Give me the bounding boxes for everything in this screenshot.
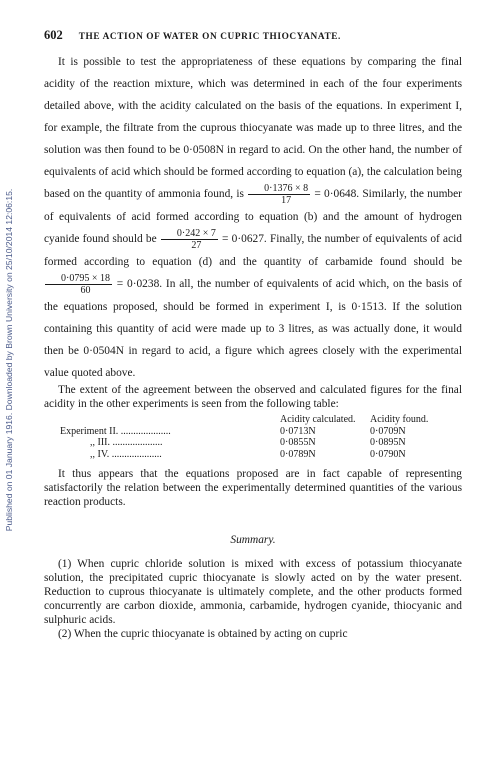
page-header [44, 28, 462, 43]
publication-info-text: Published on 01 January 1916. Downloaded by Brown University on 25/10/2014 12:06:15. [4, 188, 14, 532]
table-header [60, 414, 460, 426]
acidity-calculated: 0·0855N [280, 437, 316, 449]
row-label: Experiment II. .................... [60, 425, 171, 437]
fraction-numerator: 0·1376 × 8 [248, 183, 310, 195]
page-number: 602 [44, 28, 63, 42]
summary-item-2: (2) When the cupric thiocyanate is obtained by acting on cupric [58, 627, 348, 640]
fraction-denominator: 27 [191, 240, 202, 251]
summary-item-1: (1) When cupric chloride solution is mixed with excess of potassium thiocyanate solution, the precipitated cupric thiocyanate is slowly acted on by the water present. Reduction to cuprous thiocyanate is ultimately complete, and the other products formed concurrently are carbon dioxide, ammonia, carbamide, hydrogen cyanide, thiocyanic and sulphuric acids. [44, 558, 462, 626]
row-label: ,, III. .................... [90, 437, 163, 449]
fraction-numerator: 0·242 × 7 [161, 228, 218, 240]
paragraph-table-intro: The extent of the agreement between the observed and calculated figures for the final acidity in the other experiments is seen from the following table: [44, 384, 462, 410]
para1-text-a: It is possible to test the appropriateness of these equations by comparing the final acidity of the reaction mixture, which was determined in each of the four experiments detailed above, with the acidity calculated on the basis of the equations. In experiment I, for example, the filtrate from the cuprous thiocyanate was made up to three litres, and the solution was then found to be 0·0508N in regard to acid. On the other hand, the number of equivalents of acid which should be formed according to equation (a), the calculation being based on the quantity of ammonia found, is [44, 56, 462, 201]
row-label: ,, IV. .................... [90, 448, 162, 460]
table-row [60, 449, 460, 461]
acidity-found: 0·0790N [370, 448, 406, 460]
acidity-found: 0·0895N [370, 437, 406, 449]
para1-text-b: = 0·0648. Similarly, the number of equivalents of acid formed according to equation (b) and the amount of hydrogen cyanide found should be [44, 188, 462, 246]
acidity-table [60, 414, 460, 461]
para1-text-d: = 0·0238. In all, the number of equivalents of acid which, on the basis of the equations proposed, should be formed in experiment I, is 0·1513. If the solution containing this quantity of acid were made up to 3 litres, as was actually done, it would then be 0·0504N in regard to acid, a figure which agrees closely with the experimental value quoted above. [44, 278, 462, 379]
fraction-ammonia [248, 183, 310, 206]
acidity-found: 0·0709N [370, 425, 406, 437]
page [44, 28, 462, 641]
acidity-calculated: 0·0713N [280, 425, 316, 437]
fraction-denominator: 17 [281, 195, 292, 206]
table-row [60, 426, 460, 438]
column-header-found: Acidity found. [370, 413, 429, 425]
acidity-calculated: 0·0789N [280, 448, 316, 460]
fraction-numerator: 0·0795 × 18 [45, 273, 112, 285]
para1-text-c: = 0·0627. Finally, the number of equivalents of acid formed according to equation (d) and the quantity of carbamide found should be [44, 233, 462, 268]
summary-heading: Summary. [230, 534, 276, 547]
paragraph-conclusion: It thus appears that the equations proposed are in fact capable of representing satisfactorily the relation between the experimentally determined quantities of the various reaction products. [44, 468, 462, 509]
column-header-calculated: Acidity calculated. [280, 413, 356, 425]
paragraph-equations-test [44, 51, 462, 384]
fraction-denominator: 60 [80, 285, 91, 296]
fraction-carbamide [45, 273, 112, 296]
table-row [60, 437, 460, 449]
fraction-hydrogen-cyanide [161, 228, 218, 251]
download-watermark [0, 80, 18, 640]
running-title: THE ACTION OF WATER ON CUPRIC THIOCYANATE. [78, 32, 341, 42]
